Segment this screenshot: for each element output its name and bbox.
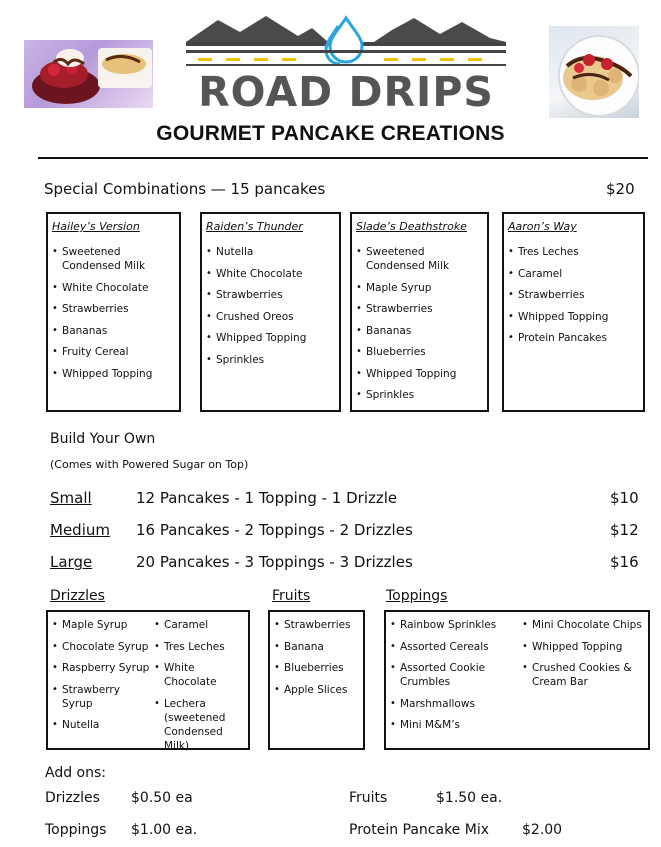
addon-label-toppings: Toppings bbox=[45, 822, 107, 838]
combo-title: Aaron’s Way bbox=[508, 220, 577, 233]
logo-text: ROAD DRIPS bbox=[198, 68, 494, 116]
list-item: • Caramel bbox=[154, 618, 248, 632]
addons-heading: Add ons: bbox=[45, 765, 107, 781]
toppings-box bbox=[384, 610, 650, 750]
list-item: • Sweetened Condensed Milk bbox=[356, 245, 481, 273]
size-label-large: Large bbox=[50, 553, 93, 571]
list-item: • Assorted Cookie Crumbles bbox=[390, 661, 514, 689]
addon-price-drizzles: $0.50 ea bbox=[131, 790, 193, 806]
addon-label-fruits: Fruits bbox=[349, 790, 388, 806]
list-item: • Whipped Topping bbox=[52, 367, 173, 381]
page-title: GOURMET PANCAKE CREATIONS bbox=[156, 122, 505, 145]
special-price: $20 bbox=[606, 180, 635, 198]
list-item: • Bananas bbox=[356, 324, 481, 338]
size-label-medium: Medium bbox=[50, 521, 110, 539]
dessert-photo-left bbox=[24, 40, 153, 108]
list-item: • Strawberries bbox=[206, 288, 333, 302]
list-item: • Crushed Cookies & Cream Bar bbox=[522, 661, 646, 689]
list-item: • Tres Leches bbox=[508, 245, 637, 259]
list-item: • White Chocolate bbox=[206, 267, 333, 281]
list-item: • Sweetened Condensed Milk bbox=[52, 245, 173, 273]
road-drips-logo bbox=[178, 14, 514, 116]
list-item: • Rainbow Sprinkles bbox=[390, 618, 514, 632]
list-item: • Strawberries bbox=[508, 288, 637, 302]
combo-title: Hailey’s Version bbox=[52, 220, 140, 233]
list-item: • Bananas bbox=[52, 324, 173, 338]
size-label-small: Small bbox=[50, 489, 92, 507]
list-item: • Tres Leches bbox=[154, 640, 248, 654]
list-item: • White Chocolate bbox=[154, 661, 248, 689]
addon-label-protein: Protein Pancake Mix bbox=[349, 822, 489, 838]
list-item: • Maple Syrup bbox=[356, 281, 481, 295]
combo-card-slade bbox=[350, 212, 489, 412]
drizzles-heading: Drizzles bbox=[50, 588, 105, 604]
list-item: • Nutella bbox=[52, 718, 150, 732]
list-item: • Blueberries bbox=[356, 345, 481, 359]
size-price-small: $10 bbox=[610, 489, 639, 507]
list-item: • Apple Slices bbox=[274, 683, 364, 697]
list-item: • Whipped Topping bbox=[206, 331, 333, 345]
list-item: • Chocolate Syrup bbox=[52, 640, 150, 654]
size-desc-medium: 16 Pancakes - 2 Toppings - 2 Drizzles bbox=[136, 521, 413, 539]
size-price-medium: $12 bbox=[610, 521, 639, 539]
list-item: • Nutella bbox=[206, 245, 333, 259]
size-desc-large: 20 Pancakes - 3 Toppings - 3 Drizzles bbox=[136, 553, 413, 571]
list-item: • Whipped Topping bbox=[356, 367, 481, 381]
list-item: • Sprinkles bbox=[356, 388, 481, 402]
list-item: • Banana bbox=[274, 640, 364, 654]
list-item: • Mini M&M’s bbox=[390, 718, 514, 732]
build-note: (Comes with Powered Sugar on Top) bbox=[50, 458, 249, 471]
header-divider bbox=[38, 157, 648, 159]
list-item: • Strawberries bbox=[52, 302, 173, 316]
list-item: • Raspberry Syrup bbox=[52, 661, 150, 675]
list-item: • Lechera (sweetened Condensed Milk) bbox=[154, 697, 248, 753]
build-heading: Build Your Own bbox=[50, 431, 156, 447]
special-heading: Special Combinations — 15 pancakes bbox=[44, 180, 326, 198]
list-item: • Crushed Oreos bbox=[206, 310, 333, 324]
addon-label-drizzles: Drizzles bbox=[45, 790, 100, 806]
list-item: • Maple Syrup bbox=[52, 618, 150, 632]
list-item: • Strawberry Syrup bbox=[52, 683, 150, 711]
list-item: • Strawberries bbox=[356, 302, 481, 316]
drizzles-box bbox=[46, 610, 250, 750]
combo-title: Slade’s Deathstroke bbox=[356, 220, 467, 233]
list-item: • Whipped Topping bbox=[508, 310, 637, 324]
list-item: • Strawberries bbox=[274, 618, 364, 632]
toppings-heading: Toppings bbox=[386, 588, 448, 604]
list-item: • Marshmallows bbox=[390, 697, 514, 711]
list-item: • Whipped Topping bbox=[522, 640, 646, 654]
addon-price-toppings: $1.00 ea. bbox=[131, 822, 198, 838]
addon-price-fruits: $1.50 ea. bbox=[436, 790, 503, 806]
fruits-box bbox=[268, 610, 365, 750]
list-item: • Caramel bbox=[508, 267, 637, 281]
list-item: • Assorted Cereals bbox=[390, 640, 514, 654]
dessert-photo-right bbox=[549, 26, 639, 118]
list-item: • Mini Chocolate Chips bbox=[522, 618, 646, 632]
size-price-large: $16 bbox=[610, 553, 639, 571]
combo-card-hailey bbox=[46, 212, 181, 412]
combo-title: Raiden’s Thunder bbox=[206, 220, 303, 233]
combo-card-raiden bbox=[200, 212, 341, 412]
addon-price-protein: $2.00 bbox=[522, 822, 563, 838]
combo-card-aaron bbox=[502, 212, 645, 412]
list-item: • Blueberries bbox=[274, 661, 364, 675]
size-desc-small: 12 Pancakes - 1 Topping - 1 Drizzle bbox=[136, 489, 398, 507]
list-item: • Fruity Cereal bbox=[52, 345, 173, 359]
list-item: • Protein Pancakes bbox=[508, 331, 637, 345]
list-item: • Sprinkles bbox=[206, 353, 333, 367]
list-item: • White Chocolate bbox=[52, 281, 173, 295]
fruits-heading: Fruits bbox=[272, 588, 311, 604]
